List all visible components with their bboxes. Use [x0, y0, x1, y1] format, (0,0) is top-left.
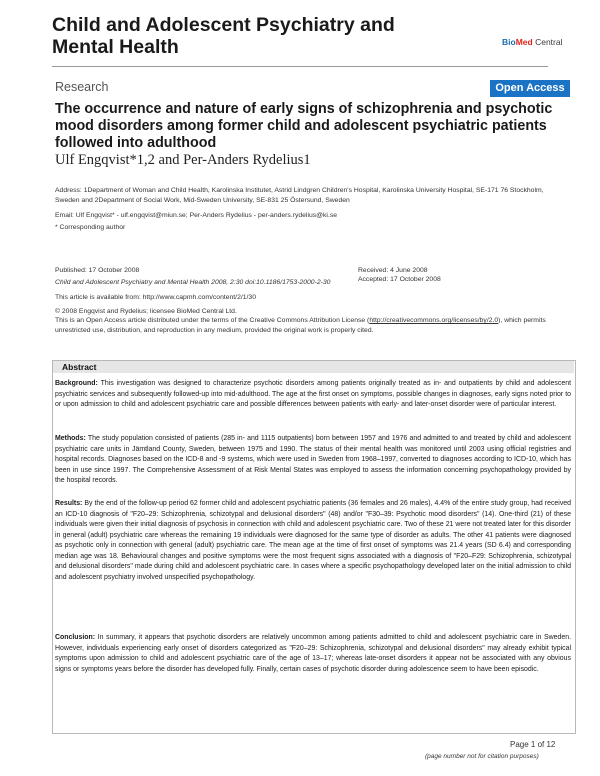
publisher-logo [502, 37, 562, 47]
background-label: Background: [55, 380, 98, 387]
abstract-background [55, 379, 571, 411]
logo-med: Med [515, 37, 533, 47]
page-number: Page 1 of 12 [510, 740, 556, 749]
license-pre: This is an Open Access article distributed under the terms of the Creative Commons Attribution License ( [55, 317, 370, 324]
methods-label: Methods: [55, 435, 86, 442]
background-text: This investigation was designed to characterize psychotic disorders among patients originally treated as in- and outpatients by child and adolescent psychiatric services and subsequently followed-up into mid-adulthood. The age at the first onset on symptoms, possible changes in diagnoses, early signs noted prior to or upon admission to child and adolescent psychiatric care and possible differences between patients with early- and later-onset disorder were of particular interest. [55, 380, 571, 408]
abstract-results [55, 499, 571, 583]
citation: Child and Adolescent Psychiatry and Mental Health 2008, 2:30 doi:10.1186/1753-2000-2-30 [55, 279, 331, 286]
author-emails: Email: Ulf Engqvist* - ulf.engqvist@miun.se; Per-Anders Rydelius - per-anders.rydelius@ki.se [55, 212, 338, 219]
accepted-date: Accepted: 17 October 2008 [358, 276, 441, 283]
abstract-methods [55, 434, 571, 487]
abstract-conclusion [55, 633, 571, 675]
header-divider [52, 66, 548, 67]
journal-title [52, 14, 432, 58]
license-link[interactable]: http://creativecommons.org/licenses/by/2.0 [369, 317, 499, 324]
license-text [55, 316, 550, 336]
authors: Ulf Engqvist*1,2 and Per-Anders Rydelius1 [55, 152, 311, 168]
license-post: ), which permits unrestricted use, distribution, and reproduction in any medium, provided the original work is properly cited. [55, 317, 546, 334]
results-text: By the end of the follow-up period 62 former child and adolescent psychiatric patients (36 females and 26 males), 4.4% of the entire study group, had received an ICD-10 diagnosis of "F20–29: Schizophrenia, schizotypal and delusional disorders" (48) and/or "F30–39: Psychotic mood disorders" (14). One-third (21) of these individuals were given their initial diagnosis of psychosis in connection with child and adolescent psychiatric care. Two of these 21 were not treated later for this disorder in general (adult) psychiatric care whereas the remaining 19 individuals were diagnosed for the same type of disorder as adults. The other 41 patients were diagnosed as psychotic only in connection with general (adult) psychiatric care. The mean age at the time of first onset of symptoms was 21.4 years (SD 6.4) and corresponding median age was 18. Behavioural changes and positive symptoms were the most frequent signs associated with a diagnosis of "F20–F29: Schizophrenia, schizotypal and delusional disorders" made during child and adolescent psychiatric care. In cases where a specific psychopathology developed later on the initial admission to child and adolescent psychiatry involved unspecified psychopathology. [55, 500, 571, 581]
article-title: The occurrence and nature of early signs of schizophrenia and psychotic mood disorders among former child and adolescent psychiatric patients followed into adulthood [55, 101, 553, 151]
conclusion-text: In summary, it appears that psychotic disorders are relatively uncommon among patients admitted to child and adolescent psychiatric care in Sweden. However, individuals experiencing early onset of disorders categorized as "F20–29: Schizophrenia, schizotypal and delusional disorders" may already exhibit typical symptoms upon admission to child and adolescent psychiatric care of the age of 13–17; whereas late-onset disorders it appear not be associated with any obvious signs or symptoms years before the disorder has developed fully. Finally, certain cases of psychotic disorder during adolescence seem to have been episodic. [55, 634, 571, 673]
author-address: Address: 1Department of Woman and Child Health, Karolinska Institutet, Astrid Lindgren Children's Hospital, Karolinska University Hospital, SE-171 76 Stockholm, Sweden and 2Department of Social Work, Mid-Sweden University, SE-831 25 Östersund, Sweden [55, 187, 544, 204]
results-label: Results: [55, 500, 83, 507]
conclusion-label: Conclusion: [55, 634, 96, 641]
page-number-note: (page number not for citation purposes) [425, 753, 539, 760]
received-date: Received: 4 June 2008 [358, 267, 428, 274]
published-date: Published: 17 October 2008 [55, 267, 140, 274]
journal-title-line1: Child and Adolescent Psychiatry and [52, 14, 395, 36]
methods-text: The study population consisted of patients (285 in- and 1115 outpatients) born between 1957 and 1976 and admitted to and treated by child and adolescent psychiatric care units in Jämtland County, Sweden, between 1975 and 1990. The status of their mental health was monitored until 2003 using official registries and hospital records. Diagnoses based on the ICD-8 and -9 systems, which were used in Sweden from 1968–1997, converted to diagnoses according to ICD-10, which has been in use since 1997. The Comprehensive Assessment of at Risk Mental States was employed to assess the information concerning psychopathology provided by the hospital records. [55, 435, 571, 484]
article-type: Research [55, 80, 109, 94]
logo-bio: Bio [502, 37, 516, 47]
article-url[interactable]: This article is available from: http://www.capmh.com/content/2/1/30 [55, 294, 256, 301]
open-access-badge: Open Access [490, 80, 570, 97]
journal-title-line2: Mental Health [52, 36, 179, 58]
abstract-heading: Abstract [53, 361, 574, 373]
corresponding-author-note: * Corresponding author [55, 224, 126, 231]
logo-central: Central [535, 37, 563, 47]
copyright: © 2008 Engqvist and Rydelius; licensee BioMed Central Ltd. [55, 308, 237, 315]
